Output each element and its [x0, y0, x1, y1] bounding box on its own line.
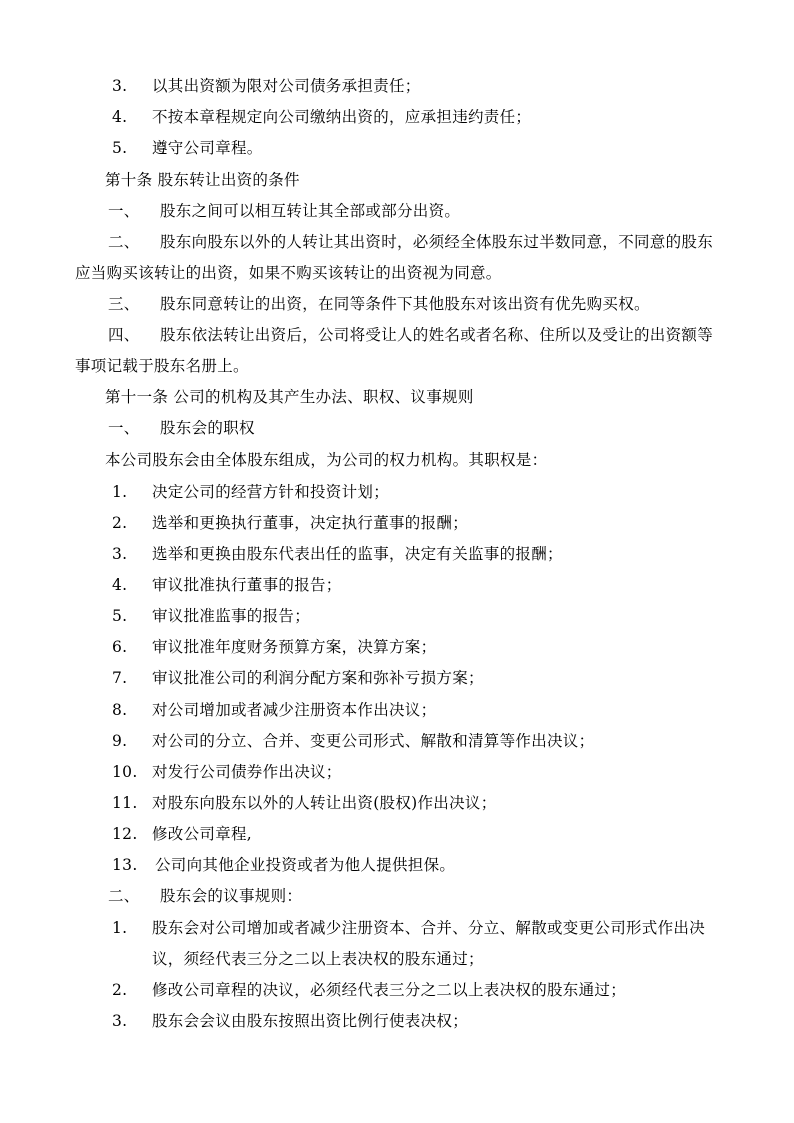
list-number: 8. — [112, 701, 128, 719]
clause-text: 股东同意转让的出资，在同等条件下其他股东对该出资有优先购买权。 — [160, 295, 650, 313]
list-number: 2. — [112, 514, 128, 532]
list-item-text: 决定公司的经营方针和投资计划； — [152, 483, 390, 501]
list-number: 3. — [112, 545, 128, 563]
list-number: 9. — [112, 732, 128, 750]
list-item-text: 选举和更换执行董事，决定执行董事的报酬； — [152, 514, 469, 532]
list-number: 1. — [112, 483, 128, 501]
list-number: 2. — [112, 981, 128, 999]
list-item-text: 公司向其他企业投资或者为他人提供担保。 — [155, 856, 456, 874]
list-item-text: 审议批准监事的报告； — [152, 607, 311, 625]
list-number: 5. — [112, 607, 128, 625]
list-item-text: 对股东向股东以外的人转让出资(股权)作出决议； — [152, 794, 497, 812]
list-number: 7. — [112, 669, 128, 687]
section-intro: 本公司股东会由全体股东组成，为公司的权力机构。其职权是： — [105, 451, 548, 469]
article-heading: 第十一条 公司的机构及其产生办法、职权、议事规则 — [105, 388, 474, 406]
list-item-text: 审议批准执行董事的报告； — [152, 576, 342, 594]
clause-text: 股东之间可以相互转让其全部或部分出资。 — [160, 202, 461, 220]
list-item-text-continued: 议，须经代表三分之二以上表决权的股东通过； — [152, 950, 484, 968]
section-title: 股东会的职权 — [160, 419, 255, 437]
list-number: 12. — [112, 825, 138, 843]
list-item-text: 以其出资额为限对公司债务承担责任； — [152, 77, 421, 95]
article-heading: 第十条 股东转让出资的条件 — [105, 171, 300, 189]
list-item-text: 不按本章程规定向公司缴纳出资的，应承担违约责任； — [152, 108, 532, 126]
list-number: 11. — [112, 794, 138, 812]
clause-text-continued: 事项记载于股东名册上。 — [75, 357, 249, 375]
clause-text: 股东向股东以外的人转让其出资时，必须经全体股东过半数同意，不同意的股东 — [160, 233, 714, 251]
list-item-text: 股东会对公司增加或者减少注册资本、合并、分立、解散或变更公司形式作出决 — [152, 919, 706, 937]
section-title: 股东会的议事规则： — [160, 887, 303, 905]
section-number: 一、 — [108, 419, 140, 437]
clause-number: 二、 — [108, 233, 140, 251]
list-item-text: 对公司增加或者减少注册资本作出决议； — [152, 701, 437, 719]
clause-number: 三、 — [108, 295, 140, 313]
list-item-text: 遵守公司章程。 — [152, 139, 263, 157]
list-item-text: 选举和更换由股东代表出任的监事，决定有关监事的报酬； — [152, 545, 563, 563]
list-number: 4. — [112, 108, 128, 126]
list-number: 4. — [112, 576, 128, 594]
list-number: 13. — [112, 856, 138, 874]
list-number: 1. — [112, 919, 128, 937]
list-number: 10. — [112, 763, 138, 781]
list-item-text: 股东会会议由股东按照出资比例行使表决权； — [152, 1012, 469, 1030]
list-number: 3. — [112, 77, 128, 95]
list-item-text: 审议批准年度财务预算方案，决算方案； — [152, 638, 437, 656]
list-number: 3. — [112, 1012, 128, 1030]
clause-text: 股东依法转让出资后，公司将受让人的姓名或者名称、住所以及受让的出资额等 — [160, 326, 714, 344]
list-item-text: 修改公司章程的决议，必须经代表三分之二以上表决权的股东通过； — [152, 981, 627, 999]
list-item-text: 对公司的分立、合并、变更公司形式、解散和清算等作出决议； — [152, 732, 595, 750]
list-item-text: 修改公司章程, — [152, 825, 253, 843]
list-item-text: 对发行公司债券作出决议； — [152, 763, 342, 781]
clause-number: 四、 — [108, 326, 140, 344]
list-number: 6. — [112, 638, 128, 656]
section-number: 二、 — [108, 887, 140, 905]
clause-text-continued: 应当购买该转让的出资，如果不购买该转让的出资视为同意。 — [75, 264, 502, 282]
list-number: 5. — [112, 139, 128, 157]
clause-number: 一、 — [108, 202, 140, 220]
list-item-text: 审议批准公司的利润分配方案和弥补亏损方案； — [152, 669, 484, 687]
